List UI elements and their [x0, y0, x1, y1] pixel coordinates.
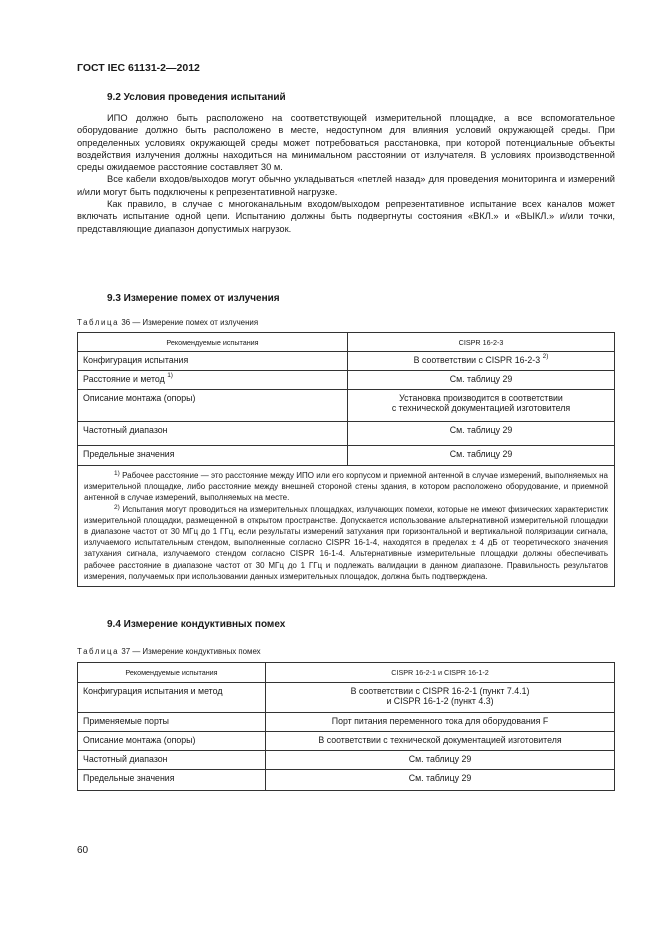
row-label [78, 371, 348, 390]
table-footnotes-row [78, 466, 615, 587]
table-36 [77, 332, 615, 587]
value-line: В соответствии с CISPR 16-2-1 (пункт 7.4.1) [350, 686, 530, 696]
row-value: См. таблицу 29 [266, 751, 615, 770]
paragraph: Как правило, в случае с многоканальным входом/выходом репрезентативное испытание всех каналов может включать испытание одной цепи. Испытанию должны быть подвергнуты состояния «ВКЛ.» и «ВЫКЛ.» и/или точки, представляющие диапазон допустимых нагрузок. [77, 199, 615, 234]
header-cell: Рекомендуемые испытания [78, 663, 266, 683]
table-row [78, 751, 615, 770]
paragraph: ИПО должно быть расположено на соответствующей измерительной площадке, а все вспомогательное оборудование должно быть расположено в месте, недоступном для влияния условий окружающей среды. При определенных условиях окружающей среды может потребоваться расстановка, при которой потенциальные объекты воздействия излучения должны находиться на минимальном расстоянии от излучателя. В условиях производственной среды ожидаемое расстояние составляет 30 м. [77, 113, 615, 173]
footnote-mark: 2) [114, 503, 120, 511]
row-value [348, 390, 615, 422]
table-row [78, 390, 615, 422]
footnote-text: Рабочее расстояние — это расстояние между ИПО или его корпусом и приемной антенной в случае измерений, выполняемых на измерительной площадке, либо расстояние между внешней стороной стены здания, в котором расположено оборудование, и приемной антенной в случае измерений, выполняемых на месте. [84, 471, 608, 503]
table-footnotes [78, 466, 615, 587]
row-label: Предельные значения [78, 770, 266, 791]
paragraph: Все кабели входов/выходов могут обычно укладываться «петлей назад» для проведения мониторинга и измерений и/или могут быть подключены к репрезентативной нагрузке. [77, 174, 615, 197]
row-value: См. таблицу 29 [348, 422, 615, 446]
caption-word: Таблица [77, 318, 120, 327]
section-9-2-title: 9.2 Условия проведения испытаний [107, 92, 286, 103]
footnote-ref: 2) [542, 353, 549, 360]
row-label: Предельные значения [78, 446, 348, 466]
section-9-4-title: 9.4 Измерение кондуктивных помех [107, 619, 286, 630]
value-line: Установка производится в соответствии [399, 393, 563, 403]
row-label: Частотный диапазон [78, 422, 348, 446]
table-36-caption [77, 318, 258, 327]
table-row [78, 446, 615, 466]
section-9-2-body [77, 112, 615, 235]
document-header: ГОСТ IEC 61131-2—2012 [77, 62, 200, 74]
row-label: Конфигурация испытания и метод [78, 683, 266, 713]
table-header-row [78, 663, 615, 683]
footnote-text: Испытания могут проводиться на измерительных площадках, излучающих помехи, которые не имеют физических характеристик измерительной площадки, размещенной в открытом пространстве. Допускается использование альтернативной измерительной площадки в диапазоне частот от 30 МГц до 1 ГГц, если результаты измерений затухания при горизонтальной и вертикальной поляризации сигнала, излучаемого испытательным стендом, выполненные согласно CISPR 16-1-4, находятся в пределах ± 4 дБ от теоретического значения затухания сигнала, излучаемого стендом согласно CISPR 16-1-4. Альтернативные измерительные площадки должны обеспечивать рабочее расстояние в диапазоне частот от 30 МГц до 1 ГГц и подлежать валидации в данном диапазоне. Правильность результатов измерения, получаемых при использовании данных измерительных площадок, должна быть подтверждена. [84, 504, 608, 581]
table-row [78, 770, 615, 791]
row-value: См. таблицу 29 [266, 770, 615, 791]
footnote-1 [84, 470, 608, 504]
header-cell: CISPR 16-2-3 [348, 333, 615, 352]
label-text: Расстояние и метод [83, 374, 165, 384]
table-row [78, 713, 615, 732]
row-label: Описание монтажа (опоры) [78, 390, 348, 422]
row-value: В соответствии с технической документацией изготовителя [266, 732, 615, 751]
row-value: См. таблицу 29 [348, 446, 615, 466]
row-label: Частотный диапазон [78, 751, 266, 770]
row-value [266, 683, 615, 713]
table-row [78, 371, 615, 390]
value-text: В соответствии с CISPR 16-2-3 [413, 355, 541, 365]
row-label: Применяемые порты [78, 713, 266, 732]
caption-text: 36 — Измерение помех от излучения [121, 318, 259, 327]
section-9-3-title: 9.3 Измерение помех от излучения [107, 293, 280, 304]
caption-word: Таблица [77, 647, 120, 656]
row-value [348, 352, 615, 371]
footnote-ref: 1) [167, 372, 173, 379]
header-cell: Рекомендуемые испытания [78, 333, 348, 352]
page-number: 60 [77, 845, 89, 856]
table-row [78, 422, 615, 446]
row-label: Конфигурация испытания [78, 352, 348, 371]
value-line: и CISPR 16-1-2 (пункт 4.3) [386, 696, 494, 706]
table-row [78, 732, 615, 751]
table-37 [77, 662, 615, 791]
row-label: Описание монтажа (опоры) [78, 732, 266, 751]
table-row [78, 683, 615, 713]
table-header-row [78, 333, 615, 352]
value-line: с технической документацией изготовителя [391, 403, 571, 413]
header-cell: CISPR 16-2-1 и CISPR 16-1-2 [266, 663, 615, 683]
caption-text: 37 — Измерение кондуктивных помех [121, 647, 261, 656]
table-37-caption [77, 647, 261, 656]
footnote-mark: 1) [114, 470, 120, 477]
row-value: Порт питания переменного тока для оборудования F [266, 713, 615, 732]
row-value: См. таблицу 29 [348, 371, 615, 390]
table-row [78, 352, 615, 371]
footnote-2 [84, 504, 608, 582]
